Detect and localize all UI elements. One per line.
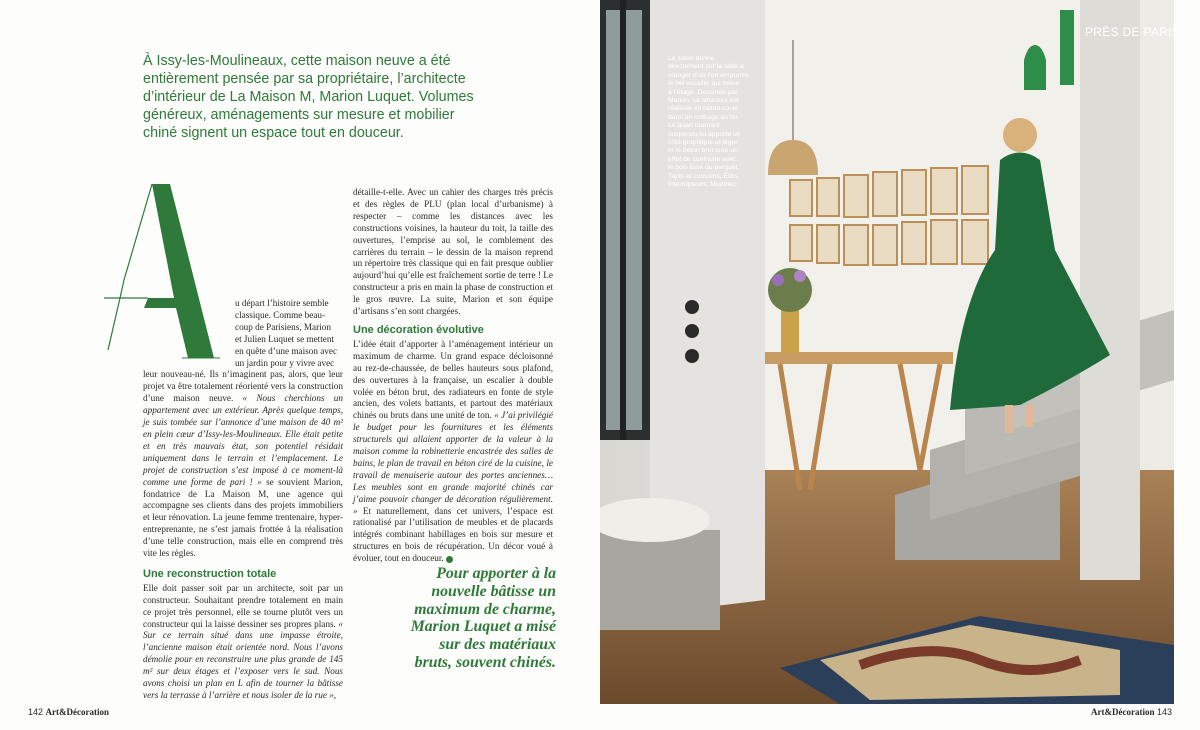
subheading: Une reconstruction totale	[143, 567, 277, 580]
indent-line: u départ l’histoire semble	[235, 298, 329, 308]
section-label: PRÈS DE PARIS	[1085, 25, 1181, 39]
quote-text: « Nous cherchions un appartement avec un extérieur. Après quelque temps, je suis tombée sur l’annonce d’une maison de 40 m² en plein cœur d’Issy-les-Moulineaux. Elle était petite et en très mauvais état, son potentiel résidait uniquement dans le terrain et l’emplacement. Le projet de construction s’est imposé à ce moment-là comme une forme de pari ! »	[143, 393, 343, 487]
pull-quote-line: sur des matériaux	[439, 636, 556, 654]
page-number: 142	[28, 707, 44, 717]
indent-line: un jardin pour y vivre avec	[235, 357, 335, 368]
article-column-1	[143, 298, 343, 702]
pull-quote-line: nouvelle bâtisse un	[431, 582, 556, 600]
intro-line: À Issy-les-Moulineaux, cette maison neuve a été	[143, 53, 451, 69]
indent-line: et Julien Luquet se mettent	[235, 333, 334, 344]
indent-line: classique. Comme beau-	[235, 309, 326, 320]
page-number: 143	[1156, 707, 1172, 717]
intro-paragraph	[143, 52, 523, 142]
indent-line: en quête d’une maison avec	[235, 345, 338, 356]
indent-line: coup de Parisiens, Marion	[235, 321, 331, 332]
pull-quote	[360, 565, 556, 672]
quote-text: « J’ai privilégié le budget pour les fournitures et les éléments structurels qui allaient apporter de la valeur à la maison comme la robinetterie encastrée des salles de bains, le plan de travail en béton ciré de la cuisine, le travail de menuiserie autour des portes anciennes… Les meubles sont en grande majorité chinés car j’aime pouvoir changer de décoration régulièrement. »	[353, 410, 553, 516]
body-paragraph: leur nouveau-né. Ils n’imaginent pas, alors, que leur projet va être totalement réorienté vers la construction d’une maison neuve. « Nous cherchions un appartement avec un extérieur. Après quelque temps, je suis tombée sur l’annonce d’une maison de 40 m² en plein cœur d’Issy-les-Moulineaux. Elle était petite et en très mauvais état, son potentiel résidait uniquement dans le terrain et l’emplacement. Le projet de construction s’est imposé à ce moment-là comme une forme de pari ! » se souvient Marion, fondatrice de La Maison M, une agence qui accompagne ses clients dans des projets immobiliers et leur rénovation. La jeune femme trentenaire, hyper-entreprenante, ne s’est jamais frottée à la réalisation d’une telle construction, mais elle en comprend très vite les règles.	[143, 369, 343, 559]
pull-quote-line: Pour apporter à la	[436, 565, 556, 582]
pull-quote-line: bruts, souvent chinés.	[414, 653, 556, 671]
intro-line: généreux, aménagements sur mesure et mobilier	[143, 107, 455, 123]
body-paragraph: Elle doit passer soit par un architecte, soit par un constructeur. Souhaitant prendre totalement en main ce projet très personnel, elle se tourne plutôt vers un constructeur qui la laisse dessiner ses propres plans. « Sur ce terrain situé dans une impasse étroite, l’ancienne maison était orientée nord. Nous l’avons démolie pour en reconstruire une plus grande de 145 m² sur deux étages et l’exposer vers le sud. Nous avons choisi un plan en L afin de tourner la bâtisse vers la terrasse à l’arrière et nous isoler de la rue »,	[143, 582, 343, 700]
page-folio-left	[28, 707, 109, 717]
body-paragraph: L’idée était d’apporter à l’aménagement intérieur un maximum de charme. Un grand espace décloisonné au rez-de-chaussée, de belles hauteurs sous plafond, des ouvertures à la française, un escalier à double volée en béton brut, des radiateurs en fonte de style ancien, des volets battants, et partout des matériaux chinés ou bruts dans une unité de ton. « J’ai privilégié le budget pour les fournitures et les éléments structurels qui allaient apporter de la valeur à la maison comme la robinetterie encastrée des salles de bains, le plan de travail en béton ciré de la cuisine, le travail de menuiserie autour des portes anciennes… Les meubles sont en grande majorité chinés car j’aime pouvoir changer de décoration régulièrement. » Et naturellement, dans cet univers, l’espace est rationalisé par l’utilisation de meubles et de placards intégrés combinant habillages en bois sur mesure et structures en bois de récupération. Un décor voué à évoluer, tout en douceur.	[353, 338, 553, 564]
magazine-title: Art&Décoration	[1090, 707, 1155, 717]
magazine-title: Art&Décoration	[45, 707, 110, 717]
intro-line: entièrement pensée par sa propriétaire, l’architecte	[143, 71, 466, 87]
article-column-2	[353, 187, 553, 565]
intro-line: chiné signent un espace tout en douceur.	[143, 125, 404, 141]
end-mark-icon	[446, 556, 453, 563]
page-folio-right	[1091, 707, 1172, 717]
dropcap-indent-block	[143, 298, 343, 369]
photo-caption: Le salon donne directement sur la salle à manger d’où l’on emprunte le bel escalier qui mène à l’étage. Dessinée par Marion, sa structure est réalisée en béton coulé dans un coffrage en fer. Le quart tournant suspendu lui apporte un côté graphique et léger et le béton brut crée un effet de contraste avec le bois lisse du parquet. Tapis et coussins, Élitis. Interrupteurs, Modelec.	[668, 55, 749, 189]
pull-quote-line: maximum de charme,	[414, 600, 556, 618]
quote-text: « Sur ce terrain situé dans une impasse étroite, l’ancienne maison était orientée nord. Nous l’avons démolie pour en reconstruire une plus grande de 145 m² sur deux étages et l’exposer vers le sud. Nous avons choisi un plan en L afin de tourner la bâtisse vers la terrasse à l’arrière et nous isoler de la rue »	[143, 618, 343, 700]
intro-line: d’intérieur de La Maison M, Marion Luquet. Volumes	[143, 89, 474, 105]
subheading: Une décoration évolutive	[353, 323, 484, 336]
pull-quote-line: Marion Luquet a misé	[410, 618, 556, 636]
body-paragraph: détaille-t-elle. Avec un cahier des charges très précis et des règles de PLU (plan local d’urbanisme) à respecter – comme les distances avec les constructions voisines, la hauteur du toit, la taille des ouvertures, l’emprise au sol, le comblement des carrières du terrain – le dessin de la maison reprend un répertoire très classique qui en fait presque oublier aujourd’hui qu’elle est fraîchement sortie de terre ! Le constructeur a pris en main la phase de construction et le gros œuvre. La suite, Marion et son équipe d’artisans s’en sont chargées.	[353, 187, 553, 317]
